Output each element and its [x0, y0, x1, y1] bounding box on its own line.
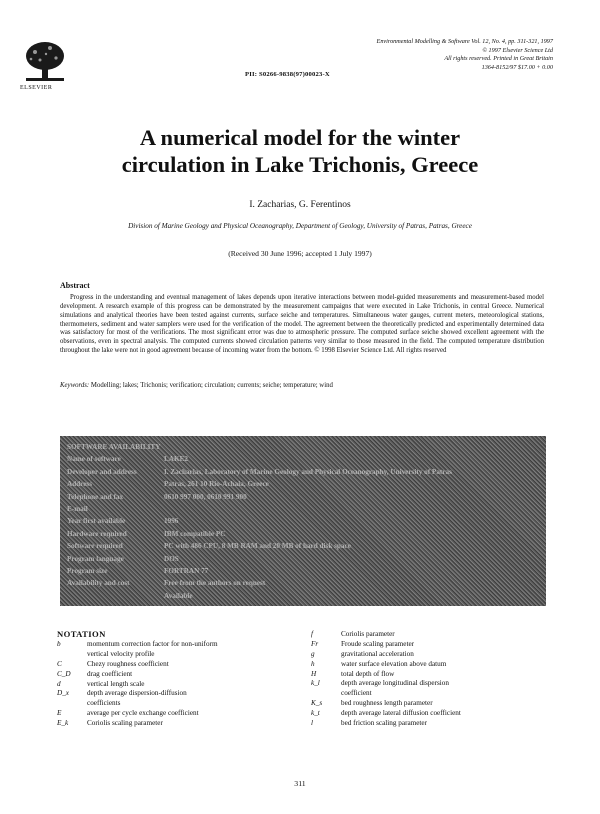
software-row [60, 541, 546, 551]
notation-symbol: b [57, 640, 61, 648]
software-row [60, 467, 546, 477]
notation-item [311, 719, 561, 729]
notation-item [57, 680, 307, 690]
notation-symbol: D_x [57, 689, 69, 698]
notation-definition: bed friction scaling parameter [341, 719, 428, 728]
software-row [60, 591, 546, 601]
software-row-value: Available [164, 591, 193, 600]
software-availability-box [60, 436, 546, 606]
notation-definition: water surface elevation above datum [341, 659, 447, 668]
notation-item [57, 660, 307, 670]
software-row-value: Patras, 261 10 Rio-Achaia, Greece [164, 480, 269, 489]
publisher-logo-text: ELSEVIER [20, 85, 53, 91]
keywords [60, 382, 544, 389]
software-row [60, 454, 546, 464]
article-title [0, 124, 600, 178]
title-line-2: circulation in Lake Trichonis, Greece [121, 152, 479, 177]
software-row-value: LAKE2 [164, 455, 188, 464]
notation-symbol: K_s [311, 699, 323, 708]
notation-right-column [311, 630, 561, 729]
notation-item [311, 699, 561, 709]
software-row-label: Developer and address [67, 467, 137, 476]
software-row [60, 554, 546, 564]
software-row-label: Name of software [67, 455, 121, 464]
notation-item [57, 689, 307, 699]
software-row-label: Address [67, 480, 93, 489]
notation-symbol: l [311, 719, 313, 728]
title-line-1: A numerical model for the winter [139, 125, 461, 150]
notation-definition: Coriolis parameter [341, 630, 395, 638]
journal-info [313, 38, 553, 72]
notation-definition: depth average longitudinal dispersion [341, 679, 449, 688]
notation-definition: coefficient [341, 689, 372, 698]
software-row-label: Software required [67, 542, 123, 551]
pii-identifier: PII: S0266-9838(97)00023-X [245, 71, 330, 78]
notation-symbol: C [57, 659, 62, 668]
software-row [60, 578, 546, 588]
notation-item [57, 719, 307, 729]
software-row-label: Telephone and fax [67, 492, 124, 501]
software-row-value: 1996 [164, 517, 179, 526]
notation-definition: drag coefficient [87, 669, 133, 678]
software-row [60, 516, 546, 526]
journal-line: Environmental Modelling & Software Vol. 12, No. 4, pp. 311-321, 1997 [376, 38, 553, 45]
notation-definition: average per cycle exchange coefficient [87, 709, 199, 718]
notation-heading: NOTATION [57, 629, 106, 639]
notation-symbol: g [311, 649, 315, 658]
software-row-label: Hardware required [67, 529, 127, 538]
notation-item [311, 650, 561, 660]
notation-symbol: E_k [57, 719, 69, 728]
notation-item [311, 679, 561, 689]
notation-definition: gravitational acceleration [341, 649, 414, 658]
received-dates: (Received 30 June 1996; accepted 1 July 1997) [228, 249, 372, 258]
notation-symbol: d [57, 679, 61, 688]
notation-definition: vertical velocity profile [87, 649, 155, 658]
abstract-text: Progress in the understanding and eventual management of lakes depends upon iterative interactions between model-guided measurements and measurement-based model development. A research example of this progress can be demonstrated by the measurement campaigns that were executed in Lake Trichonis, in central Greece. Numerical simulations and analytical theories have been tested against currents, surface seiche and temperatures. Simultaneous water gauges, current meters, meteorological stations, thermometers, sediment and water samplers were used for the verification of the model. The agreement between the theoretically predicted and experimentally determined data was satisfactory for most of the verifications. The most significant error was due to atmospheric pressure. The computed surface seiche showed excellent agreement with the observations, even in spectral analysis. The computed currents showed circulation patterns very similar to those measured in the field. The computed temperature distribution throughout the lake were not in good agreement because of incoming water from the bottom. © 1998 Elsevier Science Ltd. All rights reserved [60, 294, 544, 355]
keywords-text: Modelling; lakes; Trichonis; verification; circulation; currents; seiche; temperature; wind [90, 382, 333, 389]
software-row-value: IBM compatible PC [164, 529, 226, 538]
notation-definition: depth average lateral diffusion coefficient [341, 709, 461, 718]
software-row-value: 0610 997 000, 0610 991 900 [164, 492, 247, 501]
notation-item [57, 640, 307, 650]
publisher-tree-logo [20, 38, 70, 84]
notation-definition: depth average dispersion-diffusion [87, 689, 187, 698]
software-row [60, 479, 546, 489]
notation-symbol: h [311, 659, 315, 668]
software-row [60, 504, 546, 514]
notation-symbol: H [311, 669, 317, 678]
notation-left-column [57, 640, 307, 729]
notation-item [57, 709, 307, 719]
notation-definition: Coriolis scaling parameter [87, 719, 163, 728]
notation-symbol: k_t [311, 709, 320, 718]
notation-item [57, 699, 307, 709]
notation-item [311, 660, 561, 670]
notation-definition: Chezy roughness coefficient [87, 659, 169, 668]
journal-line: 1364-8152/97 $17.00 + 0.00 [481, 63, 553, 71]
software-row-value: PC with 486 CPU, 8 MB RAM and 20 MB of hard disk space [164, 542, 351, 551]
abstract-heading: Abstract [60, 281, 90, 290]
software-row-value: DOS [164, 554, 179, 563]
notation-item [57, 670, 307, 680]
software-row-label: Program language [67, 554, 124, 563]
notation-item [57, 650, 307, 660]
notation-definition: Froude scaling parameter [341, 639, 415, 648]
journal-line: All rights reserved. Printed in Great Britain [444, 55, 553, 63]
software-row [60, 492, 546, 502]
software-row-label: SOFTWARE AVAILABILITY [67, 443, 161, 451]
software-row-label: E-mail [67, 505, 88, 513]
affiliation: Division of Marine Geology and Physical Oceanography, Department of Geology, University of Patras, Patras, Greece [128, 222, 472, 230]
authors: I. Zacharias, G. Ferentinos [249, 200, 351, 210]
notation-item [311, 630, 561, 640]
software-row-value: Free from the authors on request [164, 579, 266, 588]
notation-item [311, 640, 561, 650]
notation-item [311, 709, 561, 719]
notation-definition: bed roughness length parameter [341, 699, 433, 708]
software-row-value: I. Zacharias, Laboratory of Marine Geology and Physical Oceanography, University of Patras [164, 467, 452, 476]
journal-line: © 1997 Elsevier Science Ltd [482, 46, 553, 54]
page-number: 311 [294, 779, 306, 788]
notation-definition: vertical length scale [87, 679, 145, 688]
notation-symbol: Fr [311, 639, 319, 648]
notation-item [311, 689, 561, 699]
software-row [60, 566, 546, 576]
notation-definition: coefficients [87, 699, 121, 708]
notation-symbol: k_l [311, 679, 320, 688]
notation-item [311, 670, 561, 680]
notation-definition: total depth of flow [341, 669, 395, 678]
notation-symbol: E [57, 709, 62, 718]
notation-symbol: f [311, 630, 313, 638]
software-row-value: FORTRAN 77 [164, 567, 209, 575]
notation-definition: momentum correction factor for non-uniform [87, 640, 218, 648]
software-row-label: Availability and cost [67, 579, 130, 588]
notation-symbol: C_D [57, 669, 71, 678]
software-row-label: Year first available [67, 517, 126, 526]
keywords-label: Keywords: [60, 382, 90, 389]
software-row-label: Program size [67, 567, 108, 575]
software-row [60, 529, 546, 539]
software-row [60, 442, 546, 452]
